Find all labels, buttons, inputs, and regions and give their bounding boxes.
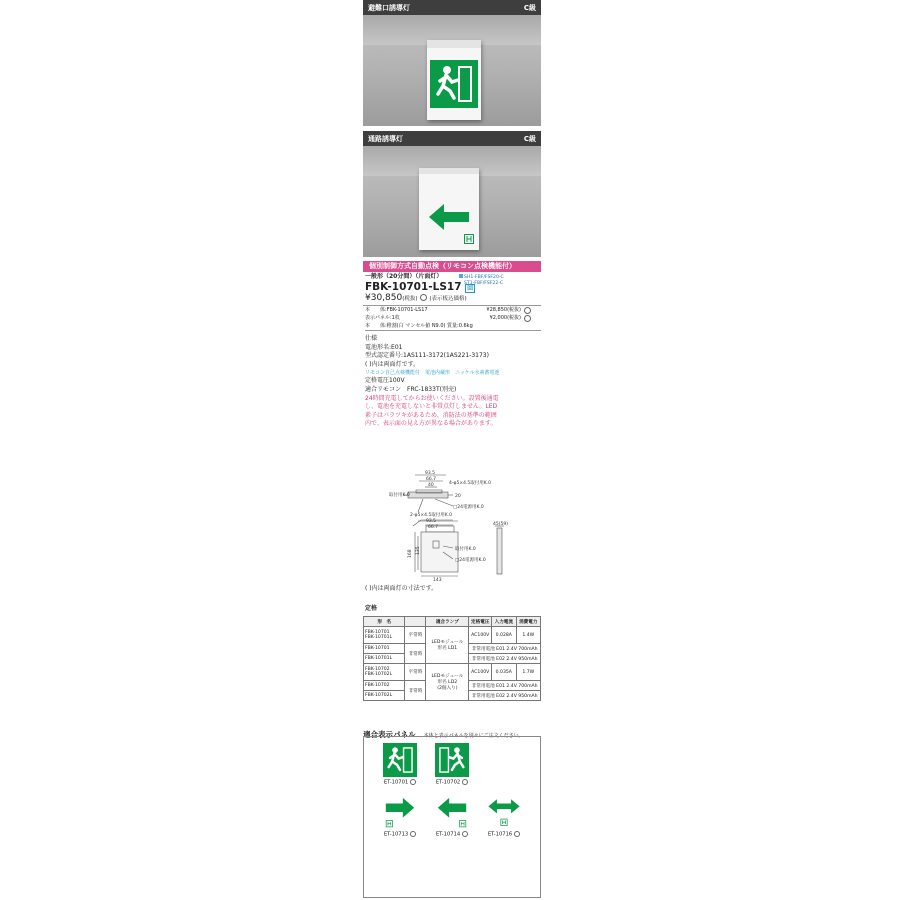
circle-mark-icon [524, 315, 531, 322]
panel-code: ET-10716 [487, 831, 513, 838]
mount-note-front: 取付用K.0 [455, 547, 476, 552]
price-note: (表示板込価格) [429, 296, 467, 302]
panel-item [378, 795, 422, 838]
dim-135: 135 [416, 546, 421, 555]
circle-mark-icon [514, 831, 520, 837]
door-mark-icon [464, 234, 474, 244]
circle-mark-icon [410, 779, 416, 785]
table-row: FBK-10702 非常時 非常用電池 E01 2.4V 700mAh [364, 681, 541, 691]
panels-box [363, 736, 541, 898]
circle-mark-icon [462, 779, 468, 785]
spec-features: リモコン自己点検機能付 電池内蔵形 ニッケル水素蓄電池 [365, 370, 500, 377]
panel-code: ET-10714 [435, 831, 461, 838]
spec-approval: 型式認定番号:1AS111-3172(1AS221-3173) [365, 352, 489, 360]
header-power: 消費電力 [516, 617, 540, 627]
warning-line: 24時間充電してからお使いください。設置後通電 [365, 394, 499, 402]
section-header-exit [363, 0, 541, 15]
dimension-drawing [363, 466, 541, 591]
circle-mark-icon [462, 831, 468, 837]
ratings-table [363, 616, 541, 701]
warning-line: 素子はバラツキがあるため、消防法の基準の範囲 [365, 411, 497, 419]
running-man-icon [383, 743, 417, 777]
table-row: FBK-10701L 非常用電池 E02 2.4V 950mAh [364, 654, 541, 664]
dim-93-5-front: 93.5 [426, 519, 437, 524]
exit-sign-photo [363, 15, 541, 126]
lead-note: □24電源用K.0 [453, 505, 484, 510]
dim-143: 143 [433, 578, 442, 583]
circle-mark-icon [420, 294, 427, 301]
row-model: FBK-10701L [364, 654, 405, 664]
row-model: FBK-10702 [364, 681, 405, 691]
body-price-row: 本 体:FBK-10701-LS17 ¥28,850(税抜) [365, 306, 541, 314]
hole-top-note: 4-φ5×4.5取付用K.0 [449, 481, 491, 486]
dim-20: 20 [455, 494, 461, 499]
header-voltage: 定格電圧 [469, 617, 492, 627]
passage-sign-photo [363, 146, 541, 257]
row-model: FBK-10701 FBK-10701L [364, 627, 405, 644]
icon-code-1: SH1-FBF/FSF20-C [459, 274, 504, 281]
panel-item [430, 743, 474, 786]
header-mode [405, 617, 426, 627]
section-title: 通路誘導灯 [368, 134, 403, 143]
circle-mark-icon [410, 831, 416, 837]
circle-mark-icon [524, 307, 531, 314]
lead-note-front: □24電源用K.0 [455, 558, 486, 563]
section-header-passage [363, 131, 541, 146]
catalog-column [363, 0, 541, 838]
row-model: FBK-10701 [364, 644, 405, 654]
fixture-cap [427, 40, 481, 48]
spec-battery: 電池形名:E01 [365, 343, 403, 351]
arrow-both-icon [487, 795, 521, 829]
table-row: FBK-10701 FBK-10701L 平常時 LEDモジュール 形名 LD1 AC100V 0.028A 1.4W [364, 627, 541, 644]
price: ¥30,850 [365, 293, 403, 303]
section-title: 避難口誘導灯 [368, 3, 410, 12]
dim-66-7-front: 66.7 [428, 525, 439, 530]
spec-note: ( )内は両面灯です。 [365, 360, 420, 368]
exit-sign-fixture [427, 40, 481, 120]
header-current: 入力電流 [492, 617, 516, 627]
panel-code: ET-10713 [383, 831, 409, 838]
panel-item [482, 795, 526, 838]
icon-codes [459, 274, 504, 287]
arrow-left-icon [435, 795, 469, 829]
spec-remote: 適合リモコン FRC-1833T(別売) [365, 385, 457, 393]
dim-66-7: 66.7 [426, 477, 437, 482]
table-row: FBK-10702 FBK-10702L 平常時 LEDモジュール 形名 LD2 (2個入り) AC100V 0.035A 1.7W [364, 664, 541, 681]
table-header-row [364, 617, 541, 627]
sensor-icon [459, 274, 463, 278]
panel-price-row: 表示パネル:1枚 ¥2,000(税抜) [365, 314, 541, 322]
hole-mid-note: 2-φ5×4.5取付用K.0 [410, 513, 452, 518]
panel-code: ET-10702 [435, 779, 461, 786]
running-man-door-icon [435, 743, 469, 777]
panels-heading: 適合表示パネル [363, 730, 416, 739]
feature-banner: 個別制御方式自動点検（リモコン点検機能付） [363, 261, 541, 272]
panel-item [378, 743, 422, 786]
fixture-cap [419, 168, 479, 174]
spec-block [363, 335, 541, 429]
body-desc: 本 体:稚割(白 マンセル値 N9.0) 質量:0.6kg [365, 322, 541, 331]
dim-40: 40 [428, 483, 434, 488]
price-line [365, 293, 541, 303]
spec-voltage: 定格電圧100V [365, 377, 405, 385]
passage-sign-fixture [419, 168, 479, 250]
running-man-icon [430, 60, 478, 108]
section-grade: C級 [523, 134, 536, 143]
dim-93-5: 93.5 [425, 471, 436, 476]
product-title [363, 272, 541, 294]
price-tax: (税抜) [402, 296, 418, 302]
arrow-right-icon [383, 795, 417, 829]
row-model: FBK-10702L [364, 691, 405, 701]
model-number-text: FBK-10701-LS17 [365, 281, 462, 293]
lamp-cell: LEDモジュール 形名 LD1 [426, 627, 469, 664]
row-model: FBK-10702 FBK-10702L [364, 664, 405, 681]
arrow-left-icon [427, 202, 471, 232]
mount-note: 取付用K.0 [389, 493, 410, 498]
header-model: 形 名 [364, 617, 405, 627]
dim-45: 45(59) [493, 522, 508, 527]
warning-line: 内で、表示面の見え方が異なる場合があります。 [365, 420, 497, 428]
header-lamp: 適合ランプ [426, 617, 469, 627]
icon-code-2: ST1-FBF/FSF22-C [464, 281, 504, 286]
dim-168: 168 [408, 549, 413, 558]
warning-line: し、電池を充電しないと非常点灯しません。LED [365, 403, 498, 411]
panels-note: 本体と表示パネルを別々にご注文ください。 [423, 733, 524, 739]
table-row: FBK-10701 非常時 非常用電池 E01 2.4V 700mAh [364, 644, 541, 654]
model-mark: 回 [467, 285, 474, 292]
ratings-heading: 定格 [365, 605, 378, 612]
lamp-cell: LEDモジュール 形名 LD2 (2個入り) [426, 664, 469, 701]
table-row: FBK-10702L 非常用電池 E02 2.4V 950mAh [364, 691, 541, 701]
panel-item [430, 795, 474, 838]
type-line: 一般形（20分間）（片面灯） [365, 273, 443, 280]
spec-heading: 仕様 [365, 335, 378, 342]
drawing-caption: ( )内は両面灯の寸法です。 [365, 585, 438, 592]
panel-code: ET-10701 [383, 779, 409, 786]
price-breakdown [363, 305, 541, 331]
section-grade: C級 [523, 3, 536, 12]
